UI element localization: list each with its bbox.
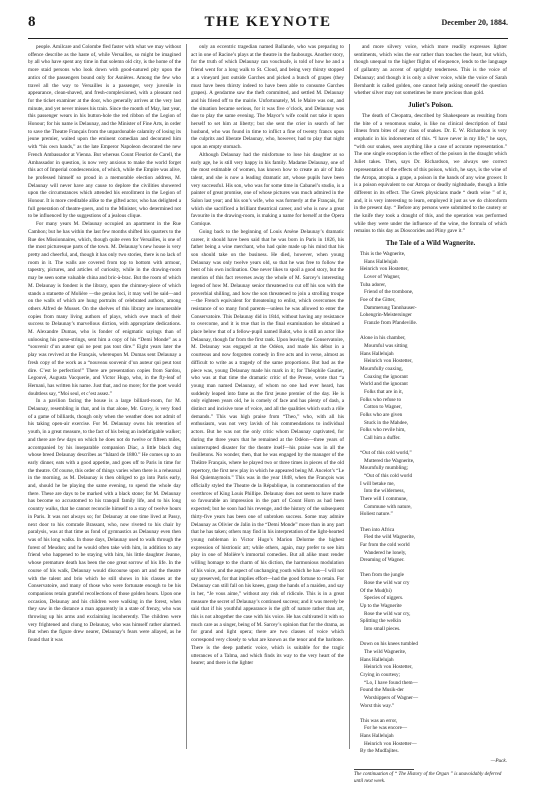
poem-line: Found the Musik-der <box>360 687 404 694</box>
footnote-rule <box>354 769 414 770</box>
poem-line: Worshippers of Wagner— <box>364 694 419 701</box>
poem-line: Into the wilderness, <box>364 488 405 495</box>
poem-line: Far from the cold world <box>360 541 410 548</box>
poem-line: Crying in courtesy; <box>360 671 401 678</box>
juliet-paragraph: The death of Cleopatra, described by Shakespeare as resulting from the bite of a venomous snake, is like no clinical description of fatal illness from bites of any class of snakes. Dr. E. W. Richardson is very emphatic in his indorsement of this. “I have never in my life,” he says, “with our snakes, seen anything like a case of accurate representation.” The one single exception is the effect of the poison in the draught which Juliet takes. Then, says Dr. Richardson, we always see correct representation of the effects of this poison, which, he says, is the wine of the Atropa, atropia. a grape, a poison in the hands of any wine grower. It is a poison equivalent to our Atropa or deadly nightshade, though a little different in its effect. The Greek physicians made “ death wine ” of it, and, it is very interesting to learn, employed it just as we do chloroform in the present day. “ Before any persons were submitted to the cautery or the knife they took a draught of this, and the operation was performed while they were under the influence of the wine, the formula of which remains to this day as Dioscorides and Pliny gave it.” <box>354 112 507 235</box>
paragraph: For many years M. Delaunay occupied an apartment in the Rue Cambon; but he has within the last few months shifted his quarters to the Rue des Missionnaires, which, though quite even for Versailles, is one of the most picturesque parts of the town. M. Delaunay’s new house is very pretty and cheerful, and, though it has only two stories, there is no lack of room in it. The walls are covered from top to bottom with armour, tapestry, pictures, and articles of curiosity, while in the drawing-room may be seen some valuable china and bric-à-brac. But the room of which M. Delaunay is fondest is the library, upon the chimney-piece of which stands a statuette of Molière —the genius loci, it may well be said—and on the walls of which are hung portraits of celebrated authors, among others Alfred de Musset. On the shelves of this library are innumerable copies from many living authors of plays, which owe much of their success to Delaunay’s marvellous diction, with appropriate dedications. M. Alexandre Dumas, who is fonder of enigmatic sayings than of unloosing his purse-strings, sent him a copy of his “Demi Monde” as a “souvenir d’un auteur qui ne peut pas tout dire.” Eight years later the play was revived at the Français, whereupon M. Dumas sent Delaunay a fresh copy of the work as a “nouveau souvenir d’un auteur qui peut tout dire. C’est le perfection!” There are presentation copies from Sardou, Legouvé, Augusta Vacquerie, and Victor Hugo, who, in the fly-leaf of Hernani, has written his name. Just that, and no more; for the poet would doubtless say, “Moi seul, et c’est assez.” <box>28 221 181 397</box>
poem-line: Coaxing the ignorant <box>364 373 408 380</box>
paragraph: and more silvery voice, which more readily expresses lighter sentiments, which wins the ear rather than touches the heart, but which, though unequal to the higher flights of eloquence, lends to the language of gallantry an accent of sprightly tenderness. This is the voice of Delaunay; and though it is only a silver voice, while the voice of Sarah Bernhardt is called golden, one cannot help asking oneself the question whether silver may not sometimes be more precious than gold. <box>354 44 507 97</box>
page-number: 8 <box>28 14 36 30</box>
paragraph: In a pavilion facing the house is a large billiard-room, for M. Delaunay, resembling in that, and in that alone, Mr. Gravy, is very fond of a game of billiards, though only when the weather does not admit of his taking open-air exercise. For M. Delaunay owns his retention of youth, in a great measure, to the fact of his being an indefatigable walker; and there are few days on which he does not do twelve or fifteen miles, accompanied by his inseparable companion Diac, a little black dog whose breed Delaunay describes as “bâtard de 1880.” He comes up to an early dinner, eats with a good appetite, and goes off to Paris in time for the theatre. Of course, this order of things varies when there is a rehearsal in the morning, as M. Delaunay is then obliged to go into Paris early, and, should he be playing the same evening, to spend the whole day there. These are days to be marked with a black stone; for M. Delaunay has become so accustomed to his tranquil family life, and to his long country walks, that he cannot reconcile himself to a stay of twelve hours in Paris. It was not always so; for Delaunay at one time lived at Passy, next door to his comrade Brassant, who, now riveted to his chair by paralysis, was at that time as fond of gymnastics as Delaunay even then was of his long walks. In those days, Delaunay used to walk through the forest of Meudon; and he would often take with him, in addition to any friend who happened to be staying with him, his little daughter Jeanne, whose premature death has been the one great sorrow of his life. In the course of his walk, Delaunay would discourse upon art and the theatre with the talent and brio which he still shows in his classes at the Conservatoire, and many of those who were fortunate enough to be his companions retain grateful recollections of those golden hours. Upon one occasion, Delaunay and his children were walking in the forest, when they saw in the distance a man apparently in a state of frenzy, who was throwing up his arms and exclaiming incoherently. The children were very frightened and clung to Delaunay, who was himself rather alarmed. But when the figure drew nearer, Delaunay’s fears were allayed, as he found that it was <box>28 398 181 644</box>
poem-line: Hans Hallelujah <box>360 656 394 663</box>
poem-line: Tuba adorer, <box>360 281 387 288</box>
poem-stanza <box>354 335 507 442</box>
poem-line: Heinrich von Hostetter, <box>364 358 413 365</box>
poem-line: Lohengrin-Meistersinger <box>360 312 412 319</box>
column-2 <box>191 44 344 756</box>
poem-line: Mournfully mumbling; <box>360 465 408 472</box>
poem-stanza <box>354 450 507 519</box>
poem-line: Alone in his chamber, <box>360 335 406 342</box>
poem-line: Mournful was sitting <box>364 342 408 349</box>
column-1 <box>28 44 181 756</box>
issue-date: December 20, 1884. <box>441 18 508 27</box>
poem-line: “Out of this cold world <box>364 473 413 480</box>
footnote: The continuation of “ The History of the Organ ” is unavoidably deferred until next week. <box>354 772 502 784</box>
poem-line: Heinrich von Hostetter— <box>364 740 417 747</box>
juliet-section-title: Juliet’s Poison. <box>408 100 453 109</box>
poem-line: I will betake me, <box>360 480 395 487</box>
poem-line: For he was encore— <box>364 725 408 732</box>
poem-stanza <box>354 251 507 328</box>
poem-title: The Tale of a Wild Wagnerite. <box>385 239 476 248</box>
poem-stanza <box>354 718 507 756</box>
poem-line: World and the ignorant <box>360 381 408 388</box>
poem-line: Stuck in the Mahdee, <box>364 419 409 426</box>
poem-line: Lover of Wagner, <box>364 274 401 281</box>
header-rule <box>28 38 508 39</box>
poem-line: Folks who are given <box>360 411 403 418</box>
poem-line: Splitting the welkin <box>360 618 401 625</box>
poem-line: Fled the wild Wagnerite, <box>364 534 416 541</box>
poem <box>354 251 507 756</box>
poem-line: This was an error, <box>360 717 398 724</box>
poem-stanza <box>354 572 507 633</box>
poem-line: Friend of the trombone, <box>364 289 414 296</box>
poem-line: Hans Hallelujah <box>360 350 394 357</box>
poem-line: Folks that are in it, <box>364 388 404 395</box>
poem-line: Folks who refuse to <box>360 396 402 403</box>
poem-line: There will I commune, <box>360 496 408 503</box>
poem-line: Rose the wild war cry, <box>364 610 411 617</box>
column-divider <box>349 44 350 749</box>
poem-line: Foe of the Gitter, <box>360 297 396 304</box>
column-3 <box>354 44 507 784</box>
paragraph: Going back to the beginning of Louis Arsène Delaunay’s dramatic career, it should have been said that he was born in Paris in 1826, his father being a wine merchant, who had quite made up his mind that his son should take on the business. He died, however, when young Delaunay was only twelve years old, so that he was free to follow the bent of his own inclination. One never likes to spoil a good story, but the mention of this fact reverses away the whole of M. Sarcey’s interesting legend of how M. Delaunay senior threatened to cut off his son with the proverbial shilling, and how the son threatened to join a strolling troupe —the French equivalent for threatening to enlist, which overcomes the resistance of so many fond parents—unless he was allowed to enter the Conservatoire. This Delaunay did in 1844, without having any resistance to overcome, and it is true that in the final examination he obtained a place below that of a fellow-pupil named Balot, who is still an actor like Delaunay, though far from the first rank. Upon leaving the Conservatoire, M. Delaunay was engaged at the Odéon, and made his début in a courteous and now forgotten comedy in five acts and in verse, almost as difficult to write as a tragedy of the same proportions. But bad as the piece was, young Delaunay made his mark in it; for Théophile Gautier, who was at that time the dramatic critic of the Presse, wrote that “a young man named Delaunay, of whom no one had ever heard, has suddenly leaped into fame as the first jeune premier of the day. He is only eighteen years old, he is comely of face and has plenty of dash, a distinct and incisive tone of voice, and all the qualities which such a rôle demands.” This was high praise from “Theo,” who, with all his enthusiasm, was not very lavish of his commendations to individual actors. But he was not the only critic whom Delaunay captivated, for during the three years that he remained at the Odéon—three years of uninterrupted disaster for the theatre itself—his praise was in all the feuilletons. No wonder, then, that he was engaged by the manager of the Théâtre Français, where he played two or three times in pieces of the old repertory, the first new play in which he appeared being M. Ancelot’s “Le Roi Quiemaymoin.” This was in the year 1848, when the François was officially styled the Theatre de la République, in commemoration of the overthrow of King Louis Phillipe. Delaunay does not seem to have made so favourable an impression in the part of Count Horn as had been expected; but he soon had his revenge, and the history of the subsequent thirty-five years has been one of unbroken success. Some may admire Delaunay as Olivier de Jalin in the “Demi Monde” more than in any part that he has taken; others may find in his interpretation of the light-hearted young nobleman in Victor Hugo’s Marion Delorme the highest expression of histrionic art; while others, again, may prefer to see him play in one of Molière’s immortal comedies. But all alike must render willing homage to the charm of his diction, the harmonious modulation of his voice, and the aspect of unchanging youth which he has—I will not say preserved, for that implies effort—had the good fortune to retain. For Delaunay can still fall on his knees, grasp the hands of a maiden, and say in her, “Je vous aime,” without any risk of ridicule. This is in a great measure the secret of Delaunay’s continued success; and it was merely be said that if his youthful appearance is the gift of nature rather than art, this is not altogether the case with his voice. He has cultivated it with so much care as a singer, being of M. Sarcey’s opinion that for the drama, as for grand and light opera; there are two classes of voice which correspond very closely to what are known as the tenor and the baritone. There is the deep pathetic voice, which is suitable for the tragic utterances of a Talma, and which finds its way to the very heart of the hearer; and there is the lighter <box>191 228 344 667</box>
page-header <box>28 14 508 36</box>
poem-stanza <box>354 641 507 710</box>
poem-line: Cotton to Wagner, <box>364 404 402 411</box>
poem-line: Hans Hallelujah <box>364 258 398 265</box>
poem-signature: —Puck. <box>490 757 507 764</box>
poem-line: This is the Wagnerite, <box>360 251 406 258</box>
paragraph: people. Amilcare and Colombe fled faster with what we may without offence describe as the haste of, while Versailles, so might be imagined by all who have spent any time in that solemn old city, is the home of the more staid persons who look down with good-natured pity upon the antics of the passengers bound only for Asnières. Among the few who travel all the way to Versailles is a passenger, very juvenile in appearance, clean-shaved, and fresh-complexioned, with a pleasant nod for the ticket examiner at the door, who generally arrives at the very last minute, and yet never misses his train. Since the month of May, last year, this passenger wears in his button-hole the red ribbon of the Legion of Honour; for his name is Delaunay, and the Minister of Fine Arts, in order to save the Theatre Français from the unpardonable calamity of losing its jeune premier, waited upon the eminent comedian and decorated him with “his own hands,” as the late Emperor Napoleon decorated the new French Ambassador at Vienna. But whereas Count Fleuriot de Carell, the Ambassador in question, is now very anxious to make the world forget this act of Imperial condescension, of which, while the Empire was alive, he professed himself so proud in a memorable election address, M. Delaunay will never have any cause to deplore the civilities showered upon the circumstances which attended his enrollment in the Legion of Honour. It is more creditable alike to the gifted actor, who has delighted a full generation of theatre-goers, and to the Minister, who determined not to be influenced by the suggestions of a jealous clique. <box>28 44 181 220</box>
poem-line: Call him a duffer. <box>364 434 401 441</box>
poem-line: Mournfully coaxing, <box>360 365 403 372</box>
column-divider <box>186 44 187 749</box>
poem-line: Heinrich von Hostetter, <box>360 266 409 273</box>
poem-line: The wild Wagnerite, <box>364 648 407 655</box>
poem-line: Dreaming of Wagner. <box>360 557 405 564</box>
poem-line: Then into Africa <box>360 526 395 533</box>
poem-line: Species of niggers. <box>364 595 404 602</box>
poem-line: By the Mudfajites. <box>360 748 399 755</box>
paragraph: only an eccentric tragedian named Ballande, who was preparing to act in one of Racine’s plays at the theatre in the faubourgs. Another story, for the truth of which Delaunay can vouchsafe, is told of how he and a friend went for a long walk to St. Cloud, and being very thirsty stopped at a vineyard just outside Garches and picked a bunch of grapes (they must have been thirsty indeed to have been able to consume Garches grapes). A gendarme saw the theft committed, and settled M. Delaunay and his friend off to the mairie. Unfortunately, M. le Maire was out, and the situation became serious, for it was five o’clock, and Delaunay was due to play the same evening. The Mayor’s wife could not take it upon herself to set him at liberty; but she sent the crier in search of her husband, who was found in time to inflict a fine of twenty francs upon the culprits and liberate Delaunay, who, however, had to play that night upon an empty stomach. <box>191 44 344 151</box>
poem-line: Franzle from Pfandeville. <box>364 320 418 327</box>
poem-line: Down on his knees tumbled <box>360 641 418 648</box>
poem-line: Worst this way.” <box>360 702 395 709</box>
poem-line: Wandered he lonely, <box>364 549 407 556</box>
poem-line: Folks who revile him, <box>360 427 406 434</box>
poem-line: Then from the jungle <box>360 572 404 579</box>
poem-line: “Lo, I have found them— <box>364 679 418 686</box>
poem-line: Of the Mud(hi) <box>360 587 392 594</box>
poem-stanza <box>354 527 507 565</box>
poem-line: “Out of this cold world,” <box>360 450 412 457</box>
poem-line: Holiest nature.” <box>360 511 393 518</box>
masthead-title: THE KEYNOTE <box>204 14 332 30</box>
poem-line: Dammerung Tannhauser- <box>364 304 417 311</box>
paragraph: Although Delaunay had the misfortune to lose his daughter at so early age, he is still very happy in his family. Madame Delaunay, one of the most estimable of women, has known how to create an air of Italo talent, and she is now a leading dramatic art, whose pupils have been very successful. His son, who was for some time in Cabanel’s studio, is a painter of great promise, one of whose pictures was much admired in the Salon last year; and his son’s wife, who was formerly at the Français, for which she sacrificed a brilliant theatrical career, and who is now a great favourite in the drawing-room, is making a name for herself at the Opera Comique. <box>191 151 344 228</box>
poem-line: Up to the Wagnerite <box>360 603 402 610</box>
poem-line: Commune with nature, <box>364 503 412 510</box>
poem-line: Heinrich von Hostetter, <box>364 664 413 671</box>
poem-line: Hans Hallelujah <box>360 733 394 740</box>
poem-line: Rose the wild war cry <box>364 580 410 587</box>
poem-line: Into small pieces. <box>364 626 401 633</box>
poem-line: Muttered the Wagnerite, <box>364 457 415 464</box>
